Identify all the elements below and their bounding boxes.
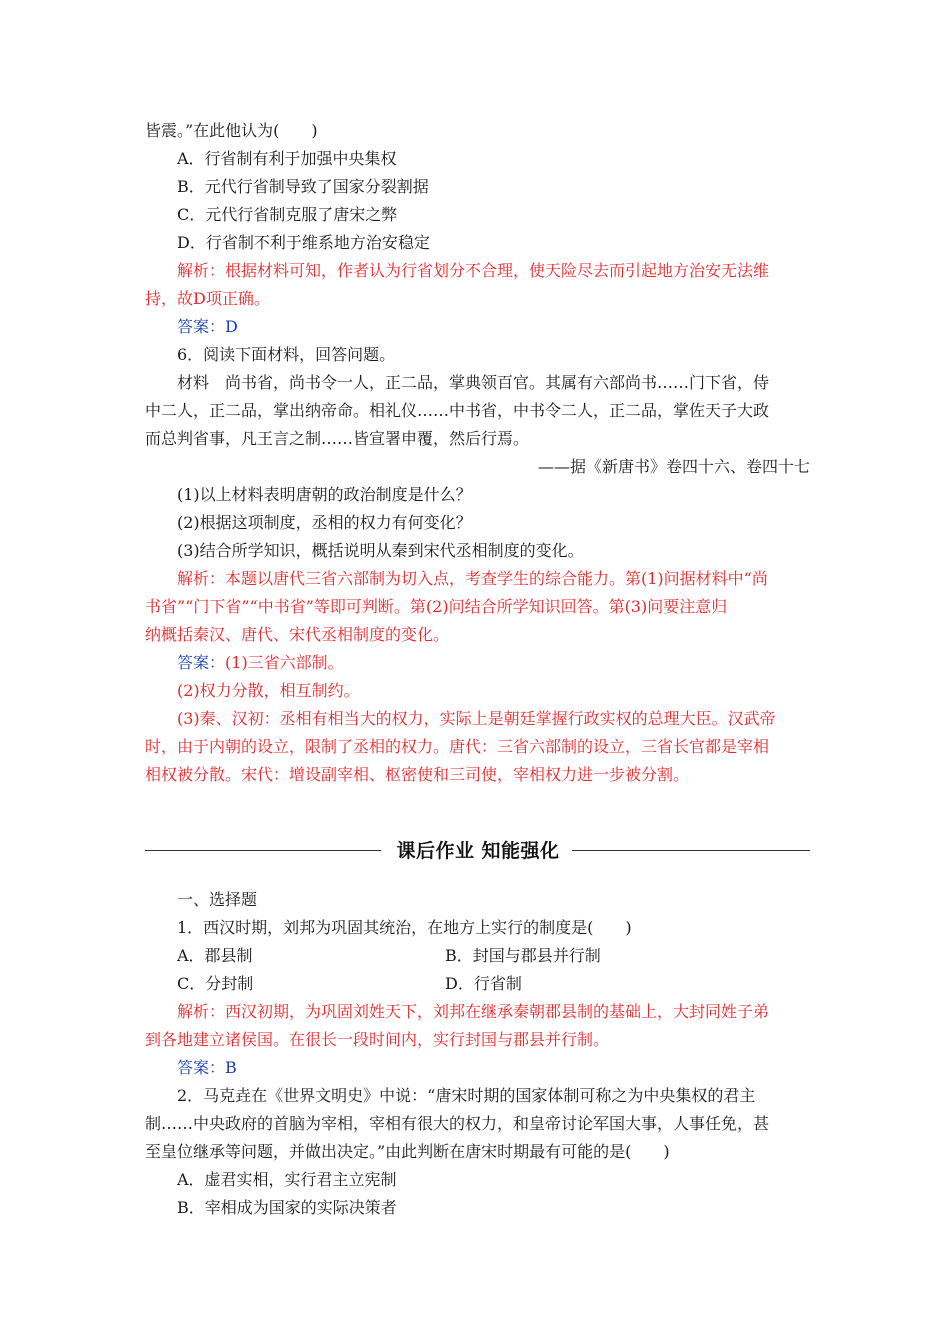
material-source: ——据《新唐书》卷四十六、卷四十七 xyxy=(537,457,810,476)
answer-text: (2)权力分散，相互制约。 xyxy=(177,681,360,700)
answer-text: 答案：D xyxy=(177,317,238,336)
option-d: D．行省制 xyxy=(445,974,522,993)
analysis-text: 持，故D项正确。 xyxy=(145,289,270,308)
question-2: 2．马克垚在《世界文明史》中说：“唐宋时期的国家体制可称之为中央集权的君主 xyxy=(177,1086,756,1105)
question-stem: 6．阅读下面材料，回答问题。 xyxy=(177,345,396,364)
option-b: B．封国与郡县并行制 xyxy=(445,946,601,965)
material-text: 材料 尚书省，尚书令一人，正二品，掌典领百官。其属有六部尚书……门下省，侍 xyxy=(177,373,770,392)
material-text: 而总判省事，凡王言之制……皆宣署申覆，然后行焉。 xyxy=(145,429,530,448)
option-c: C．元代行省制克服了唐宋之弊 xyxy=(177,205,398,224)
answer-label: 答案： xyxy=(177,653,226,672)
option-c: C．分封制 xyxy=(177,974,254,993)
question-2: 至皇位继承等问题，并做出决定。”由此判断在唐宋时期最有可能的是( ) xyxy=(145,1142,670,1161)
section-title xyxy=(145,836,810,866)
title-rule-left xyxy=(145,850,381,851)
question-tail: 皆震。”在此他认为( ) xyxy=(145,121,318,140)
option-a: A．虚君实相，实行君主立宪制 xyxy=(177,1170,397,1189)
option-d: D．行省制不利于维系地方治安稳定 xyxy=(177,233,430,252)
option-row xyxy=(177,970,810,998)
answer-text: (1)三省六部制。 xyxy=(225,653,344,672)
answer-text: 时，由于内朝的设立，限制了丞相的权力。唐代：三省六部制的设立，三省长官都是宰相 xyxy=(145,737,770,756)
option-a: A．行省制有利于加强中央集权 xyxy=(177,149,397,168)
analysis-text: 解析：本题以唐代三省六部制为切入点，考查学生的综合能力。第(1)问据材料中“尚 xyxy=(177,569,768,588)
analysis-text: 书省”“门下省”“中书省”等即可判断。第(2)问结合所学知识回答。第(3)问要注意归 xyxy=(145,597,728,616)
analysis-text: 解析：根据材料可知，作者认为行省划分不合理，使天险尽去而引起地方治安无法维 xyxy=(177,261,770,280)
option-a: A．郡县制 xyxy=(177,946,253,965)
sub-question-2: (2)根据这项制度，丞相的权力有何变化？ xyxy=(177,513,472,532)
sub-question-1: (1)以上材料表明唐朝的政治制度是什么？ xyxy=(177,485,472,504)
option-b: B．宰相成为国家的实际决策者 xyxy=(177,1198,397,1217)
analysis-text: 纳概括秦汉、唐代、宋代丞相制度的变化。 xyxy=(145,625,450,644)
answer-text: 相权被分散。宋代：增设副宰相、枢密使和三司使，宰相权力进一步被分割。 xyxy=(145,765,690,784)
answer-text: 答案：B xyxy=(177,1058,237,1077)
section-title-text: 课后作业 知能强化 xyxy=(396,840,560,862)
question-1: 1．西汉时期，刘邦为巩固其统治，在地方上实行的制度是( ) xyxy=(177,918,632,937)
analysis-text: 解析：西汉初期，为巩固刘姓天下，刘邦在继承秦朝郡县制的基础上，大封同姓子弟 xyxy=(177,1002,770,1021)
question-2: 制……中央政府的首脑为宰相，宰相有很大的权力，和皇帝讨论军国大事，人事任免，甚 xyxy=(145,1114,770,1133)
answer-text: (3)秦、汉初：丞相有相当大的权力，实际上是朝廷掌握行政实权的总理大臣。汉武帝 xyxy=(177,709,776,728)
section-heading: 一、选择题 xyxy=(177,890,258,909)
option-row xyxy=(177,942,810,970)
option-b: B．元代行省制导致了国家分裂割据 xyxy=(177,177,429,196)
title-rule-right xyxy=(572,850,810,851)
material-text: 中二人，正二品，掌出纳帝命。相礼仪……中书省，中书令二人，正二品，掌佐天子大政 xyxy=(145,401,770,420)
analysis-text: 到各地建立诸侯国。在很长一段时间内，实行封国与郡县并行制。 xyxy=(145,1030,610,1049)
answer-line xyxy=(177,649,810,677)
sub-question-3: (3)结合所学知识，概括说明从秦到宋代丞相制度的变化。 xyxy=(177,541,584,560)
